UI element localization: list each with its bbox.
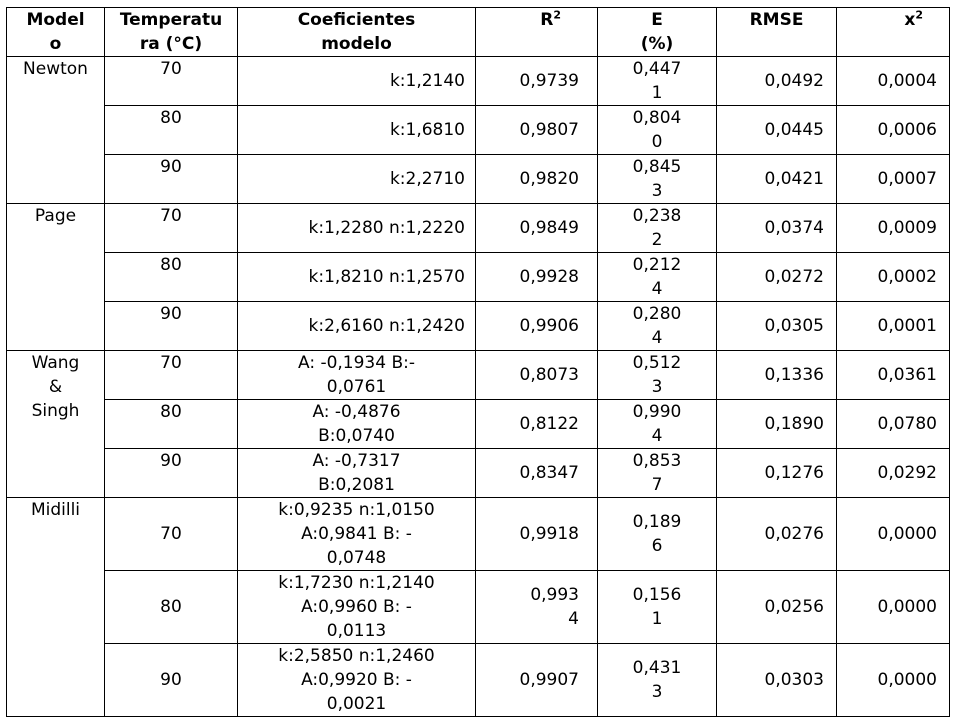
r2-cell: 0,9928 [476,253,598,302]
r2-cell: 0,8122 [476,400,598,449]
header-rmse: RMSE [717,8,837,57]
table-row [7,571,950,644]
temperature-cell: 90 [105,644,238,717]
model-name-cell: Page [7,204,105,351]
r2-cell: 0,9739 [476,57,598,106]
header-model: Model o [7,8,105,57]
temperature-cell: 90 [105,449,238,498]
r2-cell: 0,9918 [476,498,598,571]
r2-cell: 0,9849 [476,204,598,253]
model-name-cell: Wang & Singh [7,351,105,498]
rmse-cell: 0,1890 [717,400,837,449]
rmse-cell: 0,0374 [717,204,837,253]
temperature-cell: 70 [105,498,238,571]
rmse-cell: 0,1276 [717,449,837,498]
temperature-cell: 70 [105,57,238,106]
x2-cell: 0,0292 [837,449,950,498]
table-row [7,498,950,571]
rmse-cell: 0,0305 [717,302,837,351]
table-row [7,351,950,400]
header-x2: $x^2$ [837,8,950,57]
coefficients-cell: A: -0,1934 B:- 0,0761 [238,351,476,400]
e-cell: 0,212 4 [598,253,717,302]
r2-cell: 0,9906 [476,302,598,351]
x2-cell: 0,0002 [837,253,950,302]
temperature-cell: 80 [105,571,238,644]
coefficients-cell: A: -0,7317 B:0,2081 [238,449,476,498]
table-row [7,449,950,498]
r2-cell: 0,8073 [476,351,598,400]
model-name-cell: Newton [7,57,105,204]
temperature-cell: 80 [105,400,238,449]
table-row [7,253,950,302]
x2-cell: 0,0007 [837,155,950,204]
rmse-cell: 0,0445 [717,106,837,155]
table-row [7,57,950,106]
rmse-cell: 0,1336 [717,351,837,400]
table-row [7,106,950,155]
header-e: E (%) [598,8,717,57]
results-table [6,7,950,717]
e-cell: 0,512 3 [598,351,717,400]
header-r2: $R^2$ [476,8,598,57]
coefficients-cell: A: -0,4876 B:0,0740 [238,400,476,449]
r2-cell: 0,993 4 [476,571,598,644]
x2-cell: 0,0780 [837,400,950,449]
rmse-cell: 0,0276 [717,498,837,571]
e-cell: 0,853 7 [598,449,717,498]
coefficients-cell: k:2,5850 n:1,2460 A:0,9920 B: - 0,0021 [238,644,476,717]
table-row [7,400,950,449]
coefficients-cell: k:0,9235 n:1,0150 A:0,9841 B: - 0,0748 [238,498,476,571]
e-cell: 0,447 1 [598,57,717,106]
coefficients-cell: k:1,2140 [238,57,476,106]
r2-cell: 0,9807 [476,106,598,155]
coefficients-cell: k:2,6160 n:1,2420 [238,302,476,351]
coefficients-cell: k:2,2710 [238,155,476,204]
e-cell: 0,804 0 [598,106,717,155]
x2-cell: 0,0006 [837,106,950,155]
temperature-cell: 90 [105,302,238,351]
x2-cell: 0,0000 [837,498,950,571]
rmse-cell: 0,0492 [717,57,837,106]
model-name-cell: Midilli [7,498,105,717]
temperature-cell: 70 [105,351,238,400]
table-row [7,644,950,717]
rmse-cell: 0,0272 [717,253,837,302]
e-cell: 0,238 2 [598,204,717,253]
e-cell: 0,280 4 [598,302,717,351]
x2-cell: 0,0009 [837,204,950,253]
e-cell: 0,156 1 [598,571,717,644]
temperature-cell: 70 [105,204,238,253]
temperature-cell: 80 [105,253,238,302]
header-temperature: Temperatu ra (°C) [105,8,238,57]
coefficients-cell: k:1,7230 n:1,2140 A:0,9960 B: - 0,0113 [238,571,476,644]
r2-cell: 0,9907 [476,644,598,717]
x2-cell: 0,0000 [837,571,950,644]
temperature-cell: 80 [105,106,238,155]
e-cell: 0,845 3 [598,155,717,204]
e-cell: 0,990 4 [598,400,717,449]
header-coefficients: Coeficientes modelo [238,8,476,57]
x2-cell: 0,0001 [837,302,950,351]
rmse-cell: 0,0303 [717,644,837,717]
rmse-cell: 0,0256 [717,571,837,644]
rmse-cell: 0,0421 [717,155,837,204]
header-row [7,8,950,57]
x2-cell: 0,0000 [837,644,950,717]
x2-cell: 0,0361 [837,351,950,400]
coefficients-cell: k:1,8210 n:1,2570 [238,253,476,302]
table-row [7,302,950,351]
table-row [7,155,950,204]
r2-cell: 0,9820 [476,155,598,204]
e-cell: 0,189 6 [598,498,717,571]
coefficients-cell: k:1,6810 [238,106,476,155]
temperature-cell: 90 [105,155,238,204]
e-cell: 0,431 3 [598,644,717,717]
r2-cell: 0,8347 [476,449,598,498]
table-row [7,204,950,253]
x2-cell: 0,0004 [837,57,950,106]
coefficients-cell: k:1,2280 n:1,2220 [238,204,476,253]
